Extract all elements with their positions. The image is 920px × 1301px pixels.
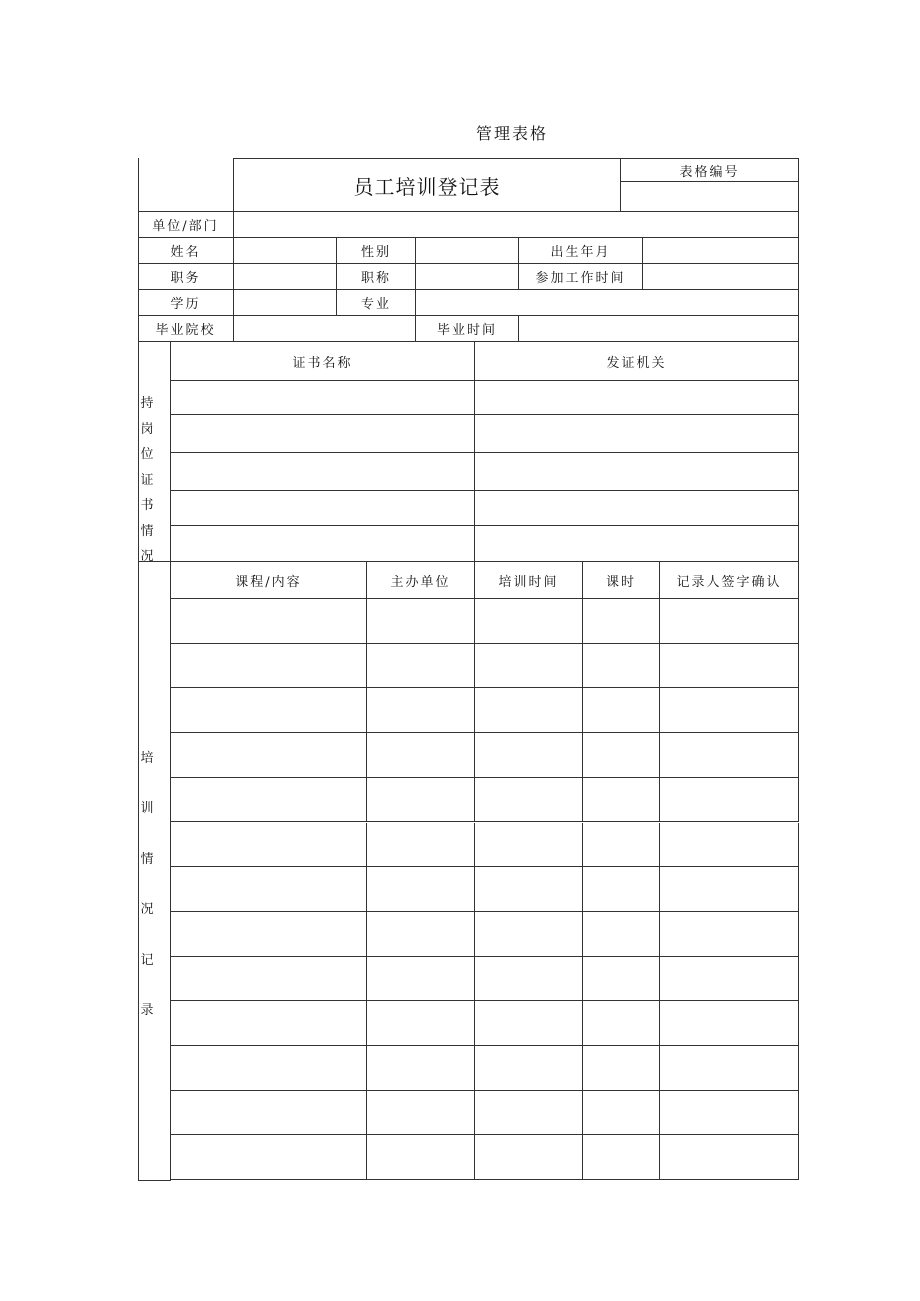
training-cell[interactable]: [583, 867, 660, 912]
training-cell[interactable]: [660, 957, 799, 1002]
training-cell[interactable]: [475, 778, 583, 823]
training-cell[interactable]: [171, 867, 367, 912]
training-cell[interactable]: [367, 1091, 475, 1136]
training-cell[interactable]: [583, 733, 660, 778]
school-input[interactable]: [234, 316, 416, 342]
certificates-side-char: 岗: [140, 421, 154, 437]
registration-form: [138, 158, 799, 1181]
certificate-cell[interactable]: [475, 453, 799, 491]
training-cell[interactable]: [367, 823, 475, 868]
grad-time-input[interactable]: [519, 316, 799, 342]
certificates-side-char: 持: [140, 396, 154, 411]
training-cell[interactable]: [660, 912, 799, 957]
training-side-char: 情: [140, 851, 154, 867]
training-cell[interactable]: [475, 599, 583, 644]
training-cell[interactable]: [583, 1046, 660, 1091]
training-cell[interactable]: [475, 912, 583, 957]
certificate-cell[interactable]: [475, 526, 799, 562]
training-cell[interactable]: [660, 599, 799, 644]
training-cell[interactable]: [367, 733, 475, 778]
training-cell[interactable]: [475, 688, 583, 733]
training-header-3: 课时: [583, 562, 660, 599]
training-cell[interactable]: [583, 778, 660, 823]
training-cell[interactable]: [171, 823, 367, 868]
form-number-label: 表格编号: [621, 158, 799, 182]
gender-label: 性别: [337, 238, 416, 264]
gender-input[interactable]: [416, 238, 519, 264]
unit-dept-input[interactable]: [234, 212, 799, 238]
certificate-cell[interactable]: [171, 453, 475, 491]
training-cell[interactable]: [171, 1135, 367, 1180]
certificate-cell[interactable]: [171, 415, 475, 453]
training-cell[interactable]: [583, 599, 660, 644]
training-cell[interactable]: [475, 1135, 583, 1180]
training-cell[interactable]: [660, 688, 799, 733]
training-cell[interactable]: [475, 1001, 583, 1046]
training-cell[interactable]: [367, 1135, 475, 1180]
work-start-input[interactable]: [643, 264, 799, 290]
certificate-cell[interactable]: [475, 415, 799, 453]
training-cell[interactable]: [583, 912, 660, 957]
training-cell[interactable]: [660, 644, 799, 689]
training-cell[interactable]: [475, 1091, 583, 1136]
training-cell[interactable]: [660, 1091, 799, 1136]
training-cell[interactable]: [475, 644, 583, 689]
training-cell[interactable]: [367, 912, 475, 957]
training-cell[interactable]: [583, 1001, 660, 1046]
unit-dept-label: 单位/部门: [138, 212, 234, 238]
training-cell[interactable]: [171, 957, 367, 1002]
training-cell[interactable]: [660, 778, 799, 823]
training-cell[interactable]: [367, 644, 475, 689]
training-cell[interactable]: [171, 599, 367, 644]
training-cell[interactable]: [475, 957, 583, 1002]
page-title: 管理表格: [475, 124, 548, 143]
training-cell[interactable]: [660, 823, 799, 868]
certificates-side-char: 况: [140, 549, 154, 564]
certificate-cell[interactable]: [171, 381, 475, 415]
training-cell[interactable]: [171, 644, 367, 689]
work-start-label: 参加工作时间: [519, 264, 643, 290]
training-cell[interactable]: [171, 1001, 367, 1046]
training-cell[interactable]: [367, 599, 475, 644]
training-cell[interactable]: [660, 1135, 799, 1180]
training-cell[interactable]: [367, 867, 475, 912]
training-cell[interactable]: [171, 778, 367, 823]
certificate-cell[interactable]: [475, 381, 799, 415]
training-cell[interactable]: [171, 1046, 367, 1091]
training-cell[interactable]: [660, 867, 799, 912]
position-input[interactable]: [234, 264, 337, 290]
certificates-side-char: 证: [140, 472, 154, 488]
certificates-side-char: 位: [140, 447, 154, 462]
training-cell[interactable]: [367, 1001, 475, 1046]
form-title: 员工培训登记表: [234, 158, 621, 212]
certificate-cell[interactable]: [171, 491, 475, 526]
certificate-cell[interactable]: [171, 526, 475, 562]
major-label: 专业: [337, 290, 416, 316]
form-number-input[interactable]: [621, 182, 799, 212]
certificate-cell[interactable]: [475, 491, 799, 526]
job-title-input[interactable]: [416, 264, 519, 290]
training-cell[interactable]: [367, 1046, 475, 1091]
training-cell[interactable]: [660, 1001, 799, 1046]
training-side-char: 记: [140, 952, 154, 968]
birth-label: 出生年月: [519, 238, 643, 264]
training-cell[interactable]: [171, 1091, 367, 1136]
training-cell[interactable]: [583, 644, 660, 689]
training-cell[interactable]: [475, 823, 583, 868]
certificates-header-0: 证书名称: [171, 342, 475, 381]
training-side-char: 录: [140, 1003, 154, 1018]
grad-time-label: 毕业时间: [416, 316, 519, 342]
name-input[interactable]: [234, 238, 337, 264]
job-title-label: 职称: [337, 264, 416, 290]
training-cell[interactable]: [583, 1091, 660, 1136]
position-label: 职务: [138, 264, 234, 290]
birth-input[interactable]: [643, 238, 799, 264]
training-cell[interactable]: [583, 1135, 660, 1180]
major-input[interactable]: [416, 290, 799, 316]
name-label: 姓名: [138, 238, 234, 264]
education-label: 学历: [138, 290, 234, 316]
training-side-char: 训: [140, 801, 154, 817]
training-cell[interactable]: [475, 1046, 583, 1091]
training-header-1: 主办单位: [367, 562, 475, 599]
training-cell[interactable]: [171, 733, 367, 778]
certificates-side-char: 情: [140, 523, 154, 539]
education-input[interactable]: [234, 290, 337, 316]
training-cell[interactable]: [475, 867, 583, 912]
training-side-cell: [138, 562, 171, 1181]
training-side-char: 况: [140, 902, 154, 918]
training-cell[interactable]: [171, 912, 367, 957]
training-cell[interactable]: [583, 688, 660, 733]
training-header-4: 记录人签字确认: [660, 562, 799, 599]
training-cell[interactable]: [583, 823, 660, 868]
training-cell[interactable]: [660, 1046, 799, 1091]
training-cell[interactable]: [171, 688, 367, 733]
training-side-char: 培: [140, 751, 154, 766]
training-cell[interactable]: [583, 957, 660, 1002]
training-cell[interactable]: [367, 778, 475, 823]
school-label: 毕业院校: [138, 316, 234, 342]
training-cell[interactable]: [367, 688, 475, 733]
header-blank-cell: [138, 158, 234, 212]
certificates-header-1: 发证机关: [475, 342, 799, 381]
training-header-0: 课程/内容: [171, 562, 367, 599]
training-cell[interactable]: [367, 957, 475, 1002]
training-cell[interactable]: [660, 733, 799, 778]
training-cell[interactable]: [475, 733, 583, 778]
certificates-side-char: 书: [140, 498, 154, 513]
training-header-2: 培训时间: [475, 562, 583, 599]
